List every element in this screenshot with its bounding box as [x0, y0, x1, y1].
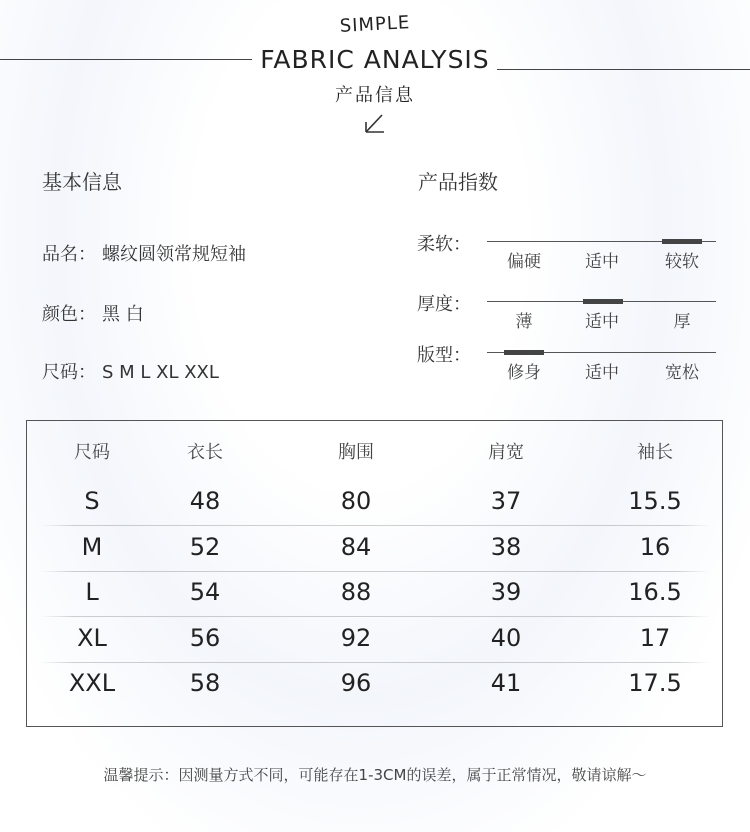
- index-label-1: 厚度：: [417, 294, 471, 315]
- table-cell: 84: [340, 532, 372, 561]
- product-info-subtitle: 产品信息: [335, 85, 415, 106]
- index-option: 较软: [665, 252, 699, 272]
- index-option: 宽松: [665, 363, 699, 383]
- table-cell: 40: [490, 623, 522, 652]
- table-cell: 54: [189, 578, 221, 606]
- table-row-divider: [40, 662, 710, 663]
- table-row-divider: [40, 525, 710, 526]
- table-cell: 17.5: [628, 669, 682, 697]
- measurement-note: 温馨提示：因测量方式不同，可能存在1-3CM的误差，属于正常情况，敬请谅解～: [103, 766, 647, 784]
- table-header-cell: 尺码: [74, 442, 110, 463]
- color-label: 颜色：: [42, 304, 96, 325]
- size-value: S M L XL XXL: [102, 362, 219, 383]
- table-cell: 88: [340, 578, 372, 606]
- table-cell: 52: [189, 532, 221, 561]
- index-option: 修身: [507, 363, 541, 383]
- index-level-marker: [504, 350, 544, 355]
- table-cell: 37: [490, 487, 522, 515]
- table-cell: 58: [189, 669, 221, 697]
- header-divider-right: [497, 69, 750, 70]
- index-label-0: 柔软：: [417, 234, 471, 255]
- table-cell: 80: [340, 487, 372, 515]
- table-cell: L: [85, 578, 99, 606]
- table-header-cell: 衣长: [187, 442, 223, 463]
- index-option: 适中: [585, 252, 619, 272]
- index-option: 适中: [585, 363, 619, 383]
- table-cell: 16: [639, 532, 671, 561]
- table-cell: 92: [340, 623, 372, 652]
- table-row-divider: [40, 616, 710, 617]
- table-header-cell: 肩宽: [488, 442, 524, 463]
- index-option: 偏硬: [507, 252, 541, 272]
- product-name-value: 螺纹圆领常规短袖: [102, 244, 246, 265]
- table-cell: 16.5: [628, 578, 682, 606]
- product-name-row: [42, 240, 246, 266]
- index-option: 薄: [515, 312, 533, 332]
- table-cell: XXL: [68, 669, 116, 697]
- table-cell: 96: [340, 669, 372, 697]
- table-cell: 48: [189, 487, 221, 515]
- index-level-marker: [583, 299, 623, 304]
- color-row: [42, 300, 144, 326]
- fabric-analysis-title: FABRIC ANALYSIS: [260, 45, 490, 74]
- table-header-cell: 胸围: [338, 442, 374, 463]
- size-label: 尺码：: [42, 362, 96, 383]
- basic-info-title: 基本信息: [42, 170, 122, 194]
- table-cell: 56: [189, 623, 221, 652]
- arrow-down-left-icon: [362, 112, 386, 136]
- table-cell: 39: [490, 578, 522, 606]
- color-value: 黑 白: [102, 304, 144, 325]
- index-level-marker: [662, 239, 702, 244]
- table-cell: S: [84, 487, 100, 515]
- index-label-2: 版型：: [417, 345, 471, 366]
- product-index-title: 产品指数: [418, 170, 498, 194]
- table-row-divider: [40, 571, 710, 572]
- table-cell: XL: [77, 623, 107, 652]
- table-header-cell: 袖长: [637, 442, 673, 463]
- table-cell: 41: [490, 669, 522, 697]
- table-cell: 38: [490, 532, 522, 561]
- index-option: 厚: [673, 312, 691, 332]
- table-cell: 15.5: [628, 487, 682, 515]
- table-cell: M: [81, 532, 103, 561]
- table-cell: 17: [639, 623, 671, 652]
- product-name-label: 品名：: [42, 244, 96, 265]
- size-row: [42, 358, 219, 384]
- index-option: 适中: [585, 312, 619, 332]
- simple-label: SIMPLE: [339, 12, 411, 37]
